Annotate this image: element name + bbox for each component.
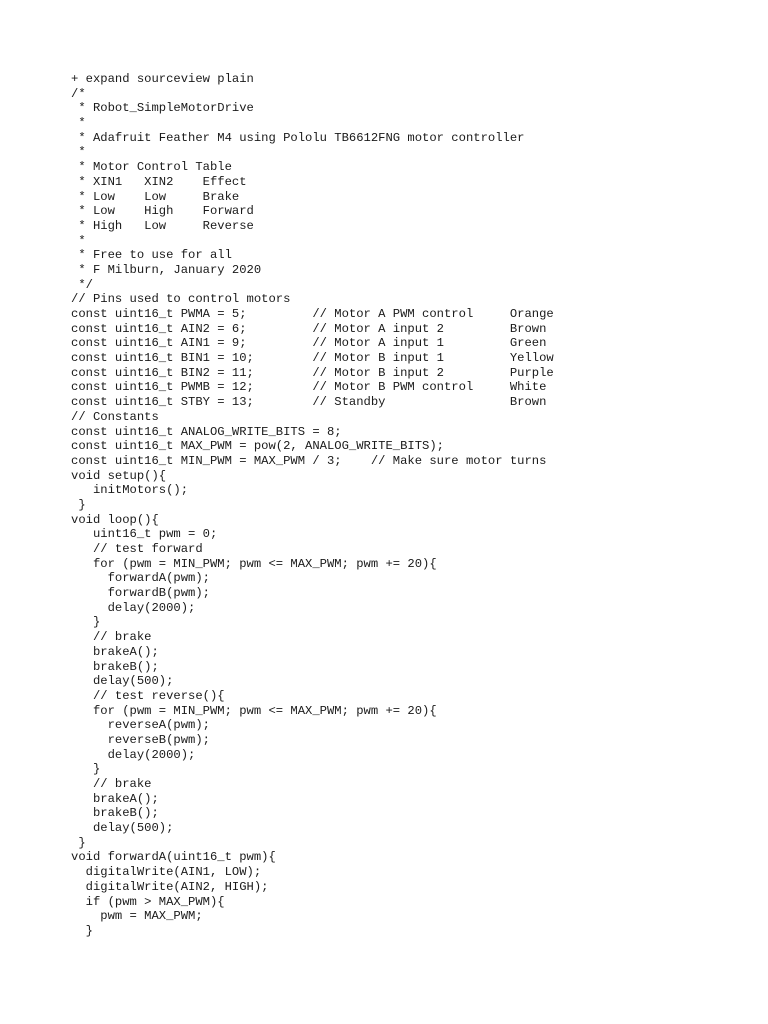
code-line: // Constants [71,409,159,424]
code-line: brakeA(); [71,644,159,659]
code-line: const uint16_t PWMA = 5; // Motor A PWM control Orange [71,307,554,321]
code-line: for (pwm = MIN_PWM; pwm <= MAX_PWM; pwm += 20){ [71,703,437,718]
code-line: * High Low Reverse [71,218,254,233]
code-line: } [71,835,86,850]
code-line: * [71,145,86,160]
code-line: const uint16_t MAX_PWM = pow(2, ANALOG_WRITE_BITS); [71,439,444,454]
code-line: delay(2000); [71,600,196,615]
code-line: delay(500); [71,821,174,836]
code-line: reverseB(pwm); [71,732,210,747]
code-line: * Adafruit Feather M4 using Pololu TB6612FNG motor controller [71,130,525,145]
code-line: digitalWrite(AIN1, LOW); [71,865,262,880]
code-line: * Low Low Brake [71,189,240,204]
code-line: void setup(){ [71,468,167,483]
code-line: // brake [71,630,152,645]
code-line: void forwardA(uint16_t pwm){ [71,850,276,865]
code-line: initMotors(); [71,483,189,498]
code-line: forwardA(pwm); [71,571,210,586]
code-line: * [71,233,86,248]
code-line: const uint16_t BIN1 = 10; // Motor B input 1 Yellow [71,351,554,366]
code-line: // brake [71,777,152,791]
code-line: delay(2000); [71,747,196,762]
code-line: delay(500); [71,674,174,689]
code-line: const uint16_t AIN1 = 9; // Motor A input 1 Green [71,336,547,351]
code-line: reverseA(pwm); [71,718,210,733]
code-line: const uint16_t ANALOG_WRITE_BITS = 8; [71,424,342,439]
code-line: } [71,923,93,938]
code-line: pwm = MAX_PWM; [71,909,203,924]
code-line: const uint16_t BIN2 = 11; // Motor B input 2 Purple [71,365,554,380]
code-line: brakeB(); [71,806,159,821]
code-line: const uint16_t PWMB = 12; // Motor B PWM control White [71,380,547,395]
code-line: * Low High Forward [71,204,254,219]
code-line: void loop(){ [71,512,159,527]
code-line: for (pwm = MIN_PWM; pwm <= MAX_PWM; pwm += 20){ [71,556,437,571]
code-line: } [71,615,101,630]
code-line: */ [71,277,93,292]
code-line: // test reverse(){ [71,688,225,703]
code-line: const uint16_t MIN_PWM = MAX_PWM / 3; // Make sure motor turns [71,453,547,468]
code-line: forwardB(pwm); [71,586,210,601]
code-line: // Pins used to control motors [71,292,291,307]
code-line: * [71,116,86,131]
code-line: } [71,497,86,512]
expand-sourceview-link[interactable]: + expand sourceview plain [71,72,254,86]
code-line: } [71,762,101,777]
code-line: const uint16_t AIN2 = 6; // Motor A input 2 Brown [71,321,547,336]
code-line: if (pwm > MAX_PWM){ [71,894,225,909]
source-code-block [71,72,554,939]
code-line: * Motor Control Table [71,160,232,175]
code-line: * Free to use for all [71,248,232,263]
code-line: uint16_t pwm = 0; [71,527,218,542]
code-line: /* [71,86,86,101]
code-line: brakeA(); [71,791,159,806]
code-line: * Robot_SimpleMotorDrive [71,101,254,116]
code-line: // test forward [71,542,203,556]
code-line: brakeB(); [71,659,159,674]
code-line: digitalWrite(AIN2, HIGH); [71,879,269,894]
code-line: * F Milburn, January 2020 [71,262,262,277]
code-line: const uint16_t STBY = 13; // Standby Brown [71,395,547,410]
code-line: * XIN1 XIN2 Effect [71,174,247,189]
